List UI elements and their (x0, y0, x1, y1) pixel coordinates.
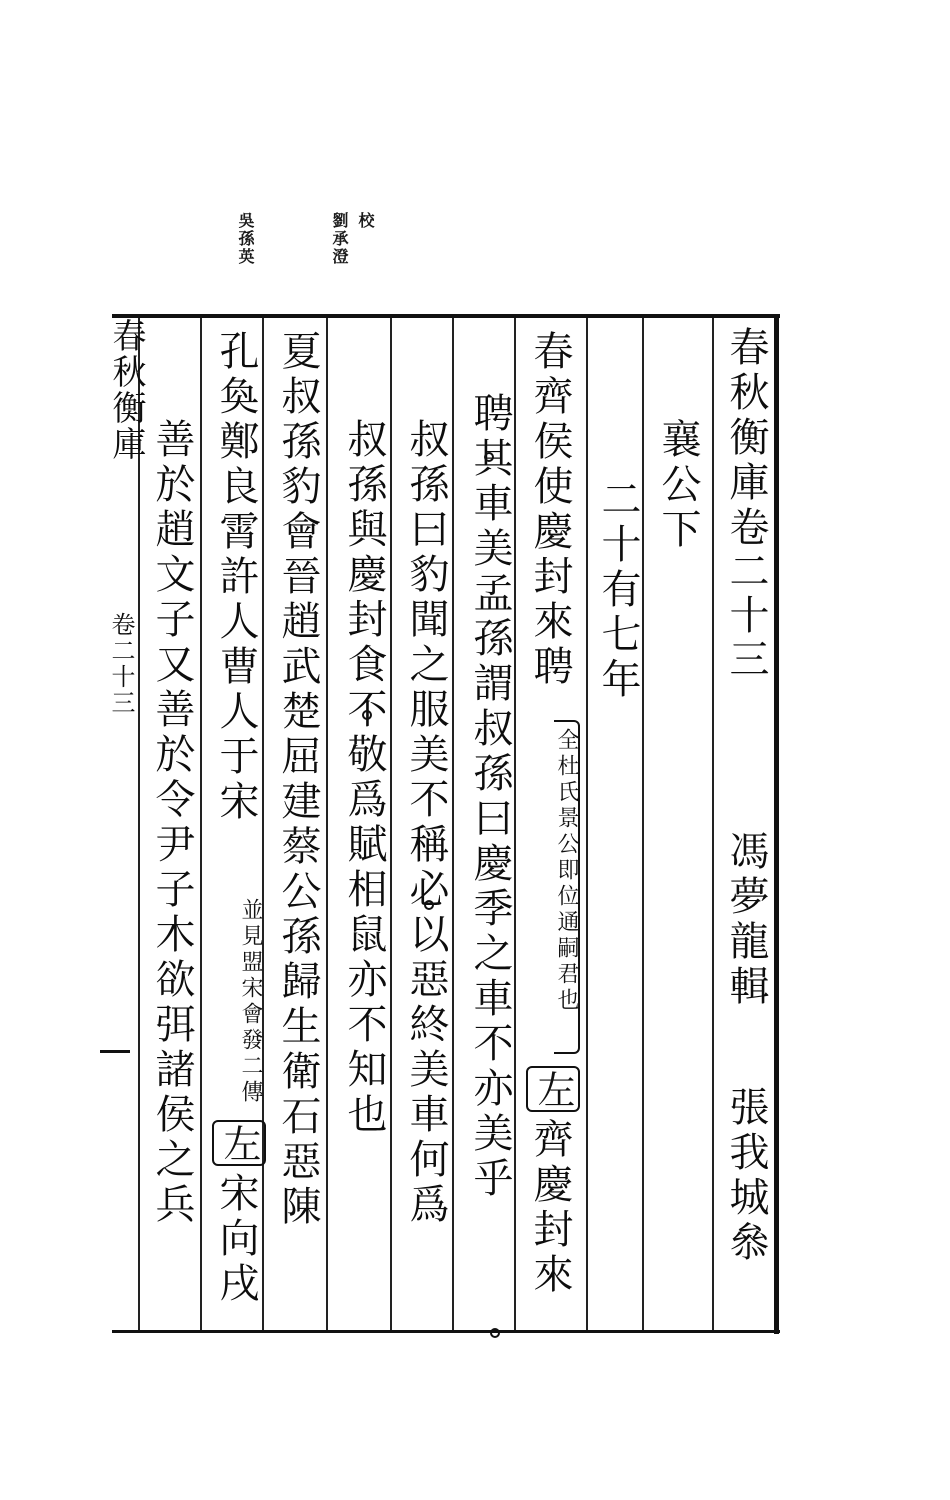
punctuation-mark (490, 1328, 500, 1338)
volume-label: 卷二十三 (723, 506, 769, 682)
source-box-zuo-2 (212, 1120, 266, 1166)
column-text: 春齊侯使慶封來聘 (527, 330, 573, 690)
text-column-7 (340, 418, 388, 1138)
author-compiler (722, 830, 770, 1010)
column-rule (452, 318, 454, 1330)
punctuation-mark (362, 710, 372, 720)
column-text: 孔奐鄭良霄許人曹人于宋 (213, 330, 259, 825)
fold-margin-volume (108, 612, 134, 716)
annotation-text: 劉承澄 (330, 212, 349, 266)
column-rule (390, 318, 392, 1330)
note-text: 並見盟宋會發二傳 (238, 898, 263, 1106)
column-rule (138, 318, 140, 1330)
text-column-10 (148, 418, 196, 1228)
frame-bottom-border (112, 1330, 780, 1333)
column-rule (586, 318, 588, 1330)
text-column-9-tail (212, 1172, 260, 1307)
source-label: 左 (531, 1070, 575, 1108)
book-title-column (722, 326, 770, 682)
column-text: 善於趙文子又善於令尹子木欲弭諸侯之兵 (149, 418, 195, 1228)
annotation-name-2 (236, 212, 254, 266)
column-rule (514, 318, 516, 1330)
column-text: 夏叔孫豹會晉趙武楚屈建蔡公孫歸生衛石惡陳 (275, 330, 321, 1230)
column-rule (200, 318, 202, 1330)
column-text: 齊慶封來 (527, 1118, 573, 1298)
book-title: 春秋衡庫 (723, 326, 769, 506)
fold-margin-title (108, 318, 144, 462)
author-collaborator (722, 1086, 770, 1266)
frame-right-border (774, 314, 779, 1334)
column-rule (712, 318, 714, 1330)
annotation-text: 吳孫英 (236, 212, 255, 266)
text-column-5 (466, 392, 514, 1202)
year-text: 二十有七年 (595, 478, 641, 703)
duke-name: 襄公下 (655, 418, 701, 553)
annotation-name-1 (330, 212, 348, 266)
year-heading (594, 478, 642, 703)
commentary-note-col4-right (554, 728, 578, 1014)
text-column-4-tail (526, 1118, 574, 1298)
margin-volume: 卷二十三 (107, 612, 135, 716)
compiler-name: 馮夢龍輯 (723, 830, 769, 1010)
fold-margin-page-mark (100, 1050, 130, 1053)
source-box-zuo (526, 1066, 580, 1112)
text-column-6 (402, 418, 450, 1228)
frame-top-border (112, 314, 780, 318)
text-column-9-main (212, 330, 260, 825)
column-text: 叔孫與慶封食不敬爲賦相鼠亦不知也 (341, 418, 387, 1138)
column-text: 叔孫曰豹聞之服美不稱必以惡終美車何爲 (403, 418, 449, 1228)
margin-title: 春秋衡庫 (106, 318, 146, 462)
annotation-label: 校 (356, 212, 375, 230)
column-rule (642, 318, 644, 1330)
column-rule (262, 318, 264, 1330)
chapter-heading-duke (654, 418, 702, 553)
column-text: 宋向戌 (213, 1172, 259, 1307)
note-text: 全杜氏景公即位通嗣君也 (554, 728, 579, 1014)
source-label: 左 (217, 1124, 261, 1162)
annotation-proofreader (356, 212, 374, 230)
column-text: 聘其車美孟孫謂叔孫曰慶季之車不亦美乎 (467, 392, 513, 1202)
collaborator-name: 張我城叅 (723, 1086, 769, 1266)
text-column-8 (274, 330, 322, 1230)
commentary-note-col9-right (238, 898, 262, 1106)
column-rule (326, 318, 328, 1330)
punctuation-mark (484, 452, 494, 462)
punctuation-mark (424, 900, 434, 910)
text-column-4-main (526, 330, 574, 690)
